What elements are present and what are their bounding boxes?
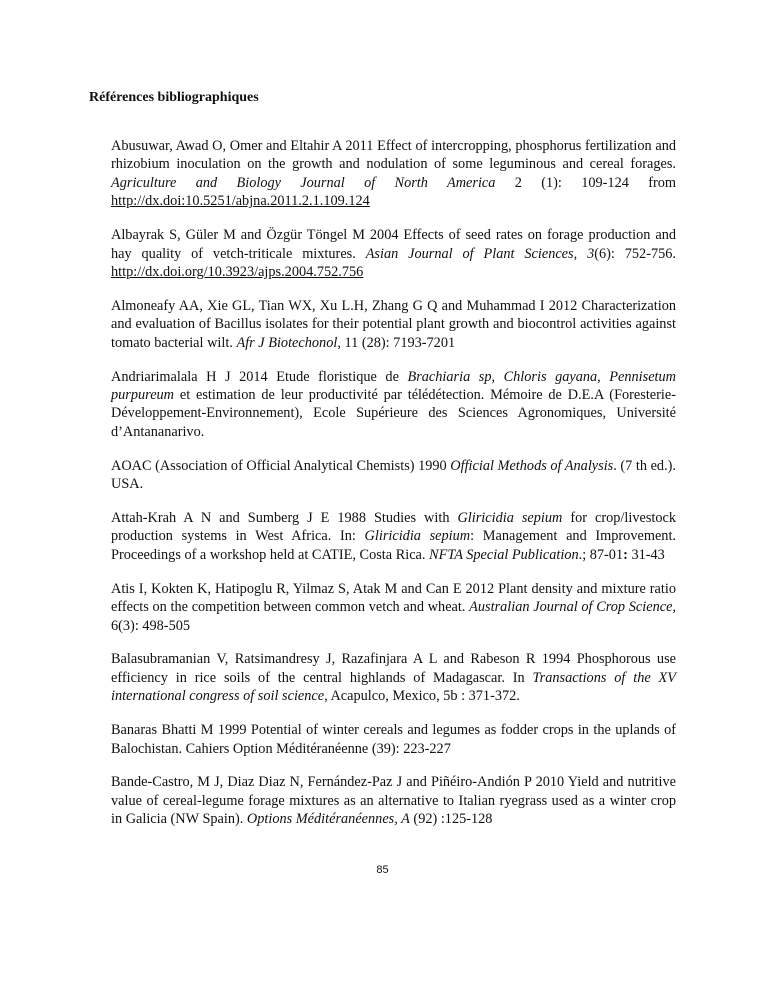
- reference-item: [111, 297, 676, 352]
- reference-text: Abusuwar, Awad O, Omer and Eltahir A 2011 Effect of intercropping, phosphorus fertilization and rhizobium inoculation on the growth and nodulation of some leguminous and cereal forages.: [111, 138, 676, 173]
- journal-title: Agriculture and Biology Journal of North America: [111, 174, 496, 191]
- reference-text: Bande-Castro, M J, Diaz Diaz N, Fernández-Paz J and Piñéiro-Andión P 2010 Yield and nutritive value of cereal-legume forage mixtures as an alternative to Italian ryegrass used as a winter crop in Galicia (NW Spain).: [111, 774, 676, 828]
- species-name: Gliricidia sepium: [457, 510, 563, 526]
- reference-text: for crop/livestock production systems in West Africa. In:: [111, 510, 676, 545]
- journal-title: Options Méditéranéennes, A: [246, 811, 410, 828]
- reference-item: [111, 580, 676, 635]
- reference-text: ,: [573, 245, 588, 262]
- reference-text: et estimation de leur productivité par télédétection. Mémoire de D.E.A (Foresterie-Développement-Environnement), Ecole Supérieure des Sciences Agronomiques, Université d’Antananarivo.: [111, 386, 676, 440]
- page-number: 85: [376, 864, 389, 876]
- reference-item: [111, 226, 676, 281]
- journal-title: Transactions of the XV international congress of soil science: [111, 669, 676, 705]
- doi-link[interactable]: http://dx.doi:10.5251/abjna.2011.2.1.109.124: [111, 193, 370, 210]
- species-name: Gliricidia sepium: [364, 528, 471, 545]
- species-name: Pennisetum purpureum: [111, 368, 676, 403]
- reference-text: Balasubramanian V, Ratsimandresy J, Razafinjara A L and Rabeson R 1994 Phosphorous use efficiency in rice soils of the central highlands of Madagascar. In: [111, 651, 676, 686]
- reference-list: [111, 137, 676, 844]
- book-title: Official Methods of Analysis: [450, 457, 614, 474]
- reference-text: (92) :125-128: [409, 811, 493, 828]
- reference-text: , Acapulco, Mexico, 5b : 371-372.: [324, 688, 520, 705]
- reference-text: 6(3): 498-505: [111, 617, 191, 634]
- reference-item: [111, 457, 676, 494]
- reference-text: . (7 th ed.). USA.: [111, 457, 676, 493]
- reference-text: 31-43: [627, 546, 665, 563]
- species-name: Brachiaria sp: [407, 368, 492, 385]
- reference-text: Albayrak S, Güler M and Özgür Töngel M 2004 Effects of seed rates on forage production and hay quality of vetch-triticale mixtures.: [111, 227, 676, 262]
- reference-item: [111, 650, 676, 705]
- reference-item: [111, 509, 676, 564]
- reference-text: ,: [597, 368, 610, 385]
- reference-text: ,: [491, 368, 504, 385]
- journal-title: NFTA Special Publication: [429, 546, 579, 563]
- journal-title: Asian Journal of Plant Sciences: [365, 245, 574, 262]
- reference-item: [111, 368, 676, 442]
- reference-text: Atis I, Kokten K, Hatipoglu R, Yilmaz S, Atak M and Can E 2012 Plant density and mixture ratio effects on the competition between common vetch and wheat.: [111, 580, 676, 616]
- reference-item: [111, 773, 676, 828]
- reference-text: :: [623, 546, 628, 563]
- reference-text: 2 (1): 109-124 from: [495, 174, 676, 191]
- reference-text: (6): 752-756.: [594, 245, 676, 262]
- section-title: Références bibliographiques: [89, 90, 259, 105]
- species-name: Chloris gayana: [503, 368, 598, 385]
- journal-title: Afr J Biotechonol: [236, 334, 338, 351]
- doi-link[interactable]: http://dx.doi.org/10.3923/ajps.2004.752.756: [111, 263, 364, 280]
- journal-title: Australian Journal of Crop Science,: [469, 599, 677, 616]
- reference-text: : Management and Improvement. Proceedings of a workshop held at CATIE, Costa Rica.: [111, 528, 676, 563]
- reference-text: Almoneafy AA, Xie GL, Tian WX, Xu L.H, Zhang G Q and Muhammad I 2012 Characterization and evaluation of Bacillus isolates for their potential plant growth and biocontrol activities against tomato bacterial wilt.: [111, 297, 676, 351]
- reference-text: Andriarimalala H J 2014 Etude floristique de: [111, 368, 408, 385]
- reference-text: Banaras Bhatti M 1999 Potential of winter cereals and legumes as fodder crops in the uplands of Balochistan. Cahiers Option Méditéranéenne (39): 223-227: [111, 722, 676, 757]
- reference-item: [111, 137, 676, 211]
- reference-text: AOAC (Association of Official Analytical Chemists) 1990: [111, 457, 451, 474]
- volume: 3: [587, 245, 595, 262]
- reference-text: Attah-Krah A N and Sumberg J E 1988 Studies with: [111, 510, 458, 526]
- reference-text: .; 87-01: [578, 546, 624, 563]
- reference-item: [111, 721, 676, 758]
- reference-text: , 11 (28): 7193-7201: [337, 334, 456, 351]
